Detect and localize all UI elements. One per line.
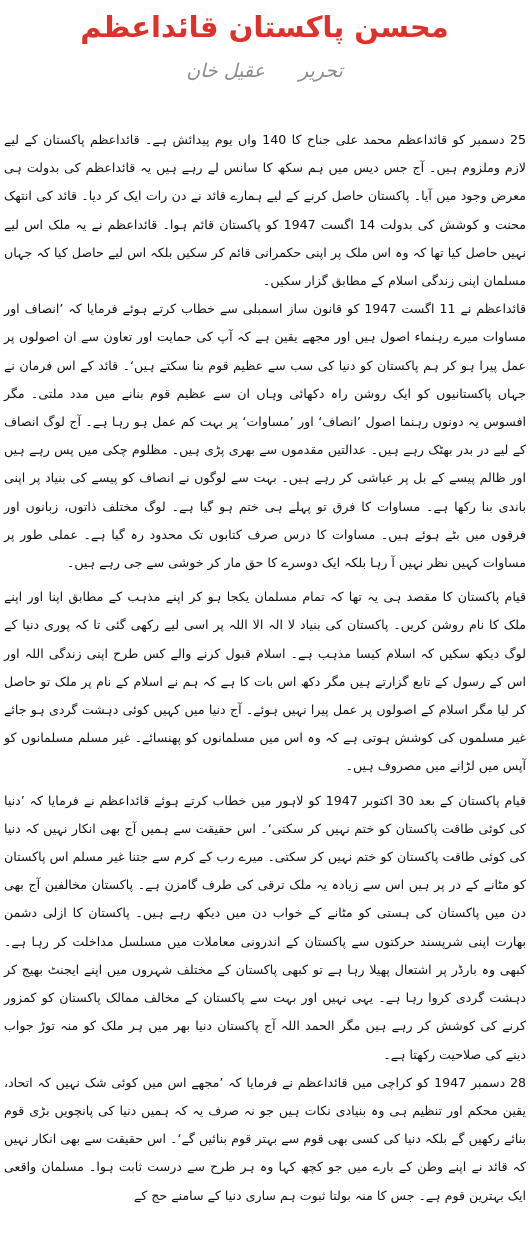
paragraph-1: 25 دسمبر کو قائداعظم محمد علی جناح کا 140 واں یوم پیدائش ہے۔ قائداعظم پاکستان کے لیے لازم وملزوم ہیں۔ آج جس دیس میں ہم سکھ کا سانس لے رہے ہیں یہ قائداعظم کی بدولت ہی معرض وجود میں آیا۔ پاکستان حاصل کرنے کے لیے ہمارے قائد نے دن رات ایک کر دیا۔ قائد کی انتھک محنت و کوشش کی بدولت 14 اگست 1947 کو پاکستان قائم ہوا۔ قائداعظم نے یہ ملک اس لیے نہیں حاصل کیا تھا کہ وہ اس ملک پر اپنی حکمرانی قائم کر سکیں بلکہ اس لیے حاصل کیا کہ جہاں مسلمان اپنی زندگی اسلام کے مطابق گزار سکیں۔ xyxy=(4,132,526,289)
article-title: محسن پاکستان قائداعظم xyxy=(80,10,449,44)
byline-label: تحریر xyxy=(298,60,343,82)
article-body xyxy=(4,126,526,1210)
paragraph-2: قائداعظم نے 11 اگست 1947 کو قانون ساز اسمبلی سے خطاب کرتے ہوئے فرمایا کہ ’انصاف اور مساوات میرے رہنماء اصول ہیں اور مجھے یقین ہے کہ آپ کی حمایت اور تعاون سے ان اصولوں پر عمل پیرا ہو کر ہم پاکستان کو دنیا کی سب سے عظیم قوم بنا سکتے ہیں‘۔ قائد کے اس فرمان نے جہاں پاکستانیوں کو ایک روشن راہ دکھائی وہاں ان سے عظیم قوم بنانے میں مدد ملتی۔ مگر افسوس یہ دونوں رہنما اصول ’انصاف‘ اور ’مساوات‘ پر بہت کم عمل ہو رہا ہے۔ آج لوگ انصاف کے لیے در بدر بھٹک رہے ہیں۔ عدالتیں مقدموں سے بھری پڑی ہیں۔ مظلوم چکی میں پس رہے ہیں اور ظالم پیسے کے بل پر عیاشی کر رہے ہیں۔ بہت سے لوگوں نے انصاف کو پیسے کی بنیاد پر اپنی باندی بنا رکھا ہے۔ مساوات کا فرق تو پہلے ہی ختم ہو گیا ہے۔ لوگ مختلف ذاتوں، زبانوں اور فرقوں میں بٹے ہوئے ہیں۔ مساوات کا درس صرف کتابوں تک محدود رہ گیا ہے۔ عملی طور پر مساوات کہیں نظر نہیں آ رہا بلکہ ایک دوسرے کا حق مار کر خوشی سے جی رہے ہیں۔ xyxy=(4,301,527,571)
paragraph-5: 28 دسمبر 1947 کو کراچی میں قائداعظم نے فرمایا کہ ’مجھے اس میں کوئی شک نہیں کہ اتحاد، یقین محکم اور تنظیم ہی وہ بنیادی نکات ہیں جو نہ صرف یہ کہ ہمیں دنیا کی پانچویں بڑی قوم بنائے رکھیں گے بلکہ دنیا کی کسی بھی قوم سے بہتر قوم بنائیں گے‘۔ اس حقیقت سے بھی انکار نہیں کہ قائد نے اپنے وطن کے بارے میں جو کچھ کہا وہ ہر طرح سے درست ثابت ہوا۔ مسلمان واقعی ایک بہترین قوم ہے۔ جس کا منہ بولتا ثبوت ہم ساری دنیا کے سامنے حج کے xyxy=(4,1074,526,1203)
author-name: عقیل خان xyxy=(186,60,265,82)
paragraph-4: قیام پاکستان کے بعد 30 اکتوبر 1947 کو لاہور میں خطاب کرتے ہوئے قائداعظم نے فرمایا کہ ’دنیا کی کوئی طاقت پاکستان کو ختم نہیں کر سکتی‘۔ اس حقیقت سے ہمیں آج بھی انکار نہیں کہ دنیا کی کوئی طاقت پاکستان کو ختم نہیں کر سکتی۔ میرے رب کے کرم سے جتنا غیر مسلم اس پاکستان کو مٹانے کے در پر ہیں اس سے زیادہ یہ ملک ترقی کی طرف گامزن ہے۔ پاکستان مخالفین آج بھی دن میں پاکستان کی ہستی کو مٹانے کے خواب دن میں دیکھ رہے ہیں۔ پاکستان کا ازلی دشمن بھارت اپنی شرپسند حرکتوں سے پاکستان کے اندرونی معاملات میں مسلسل مداخلت کر رہا ہے۔ کبھی وہ بارڈر پر اشتعال پھیلا رہا ہے تو کبھی پاکستان کے مختلف شہروں میں اپنے ایجنٹ بھیج کر دہشت گردی کروا رہا ہے۔ یہی نہیں اور بہت سے پاکستان کے مخالف ممالک پاکستان کو کمزور کرنے کی کوشش کر رہے ہیں مگر الحمد اللہ آج پاکستان دنیا بھر میں ہر ملک کو منہ توڑ جواب دینے کی صلاحیت رکھتا ہے۔ xyxy=(4,792,526,1062)
paragraph-3: قیام پاکستان کا مقصد ہی یہ تھا کہ تمام مسلمان یکجا ہو کر اپنے مذہب کے مطابق اپنا اور اپنے ملک کا نام روشن کریں۔ پاکستان کی بنیاد لا الہ الا اللہ پر اسی لیے رکھی گئی تا کہ پوری دنیا کے لوگ دیکھ سکیں کہ اسلام کیسا مذہب ہے۔ اسلام قبول کرنے والے کس طرح اپنی زندگی اللہ اور اس کے رسول کے تابع گزارتے ہیں مگر دکھ اس بات کا ہے کہ ہم نے اسلام کے نام پر ملک تو حاصل کر لیا مگر اسلام کے اصولوں پر عمل پیرا نہیں ہوئے۔ آج دنیا میں کہیں کوئی دہشت گردی ہو جائے غیر مسلموں کی کوشش ہوتی ہے کہ وہ اس میں مسلمانوں کو پھنسائے۔ غیر مسلم مسلمانوں کو آپس میں لڑانے میں مصروف ہیں۔ xyxy=(4,589,526,774)
byline xyxy=(0,56,529,86)
